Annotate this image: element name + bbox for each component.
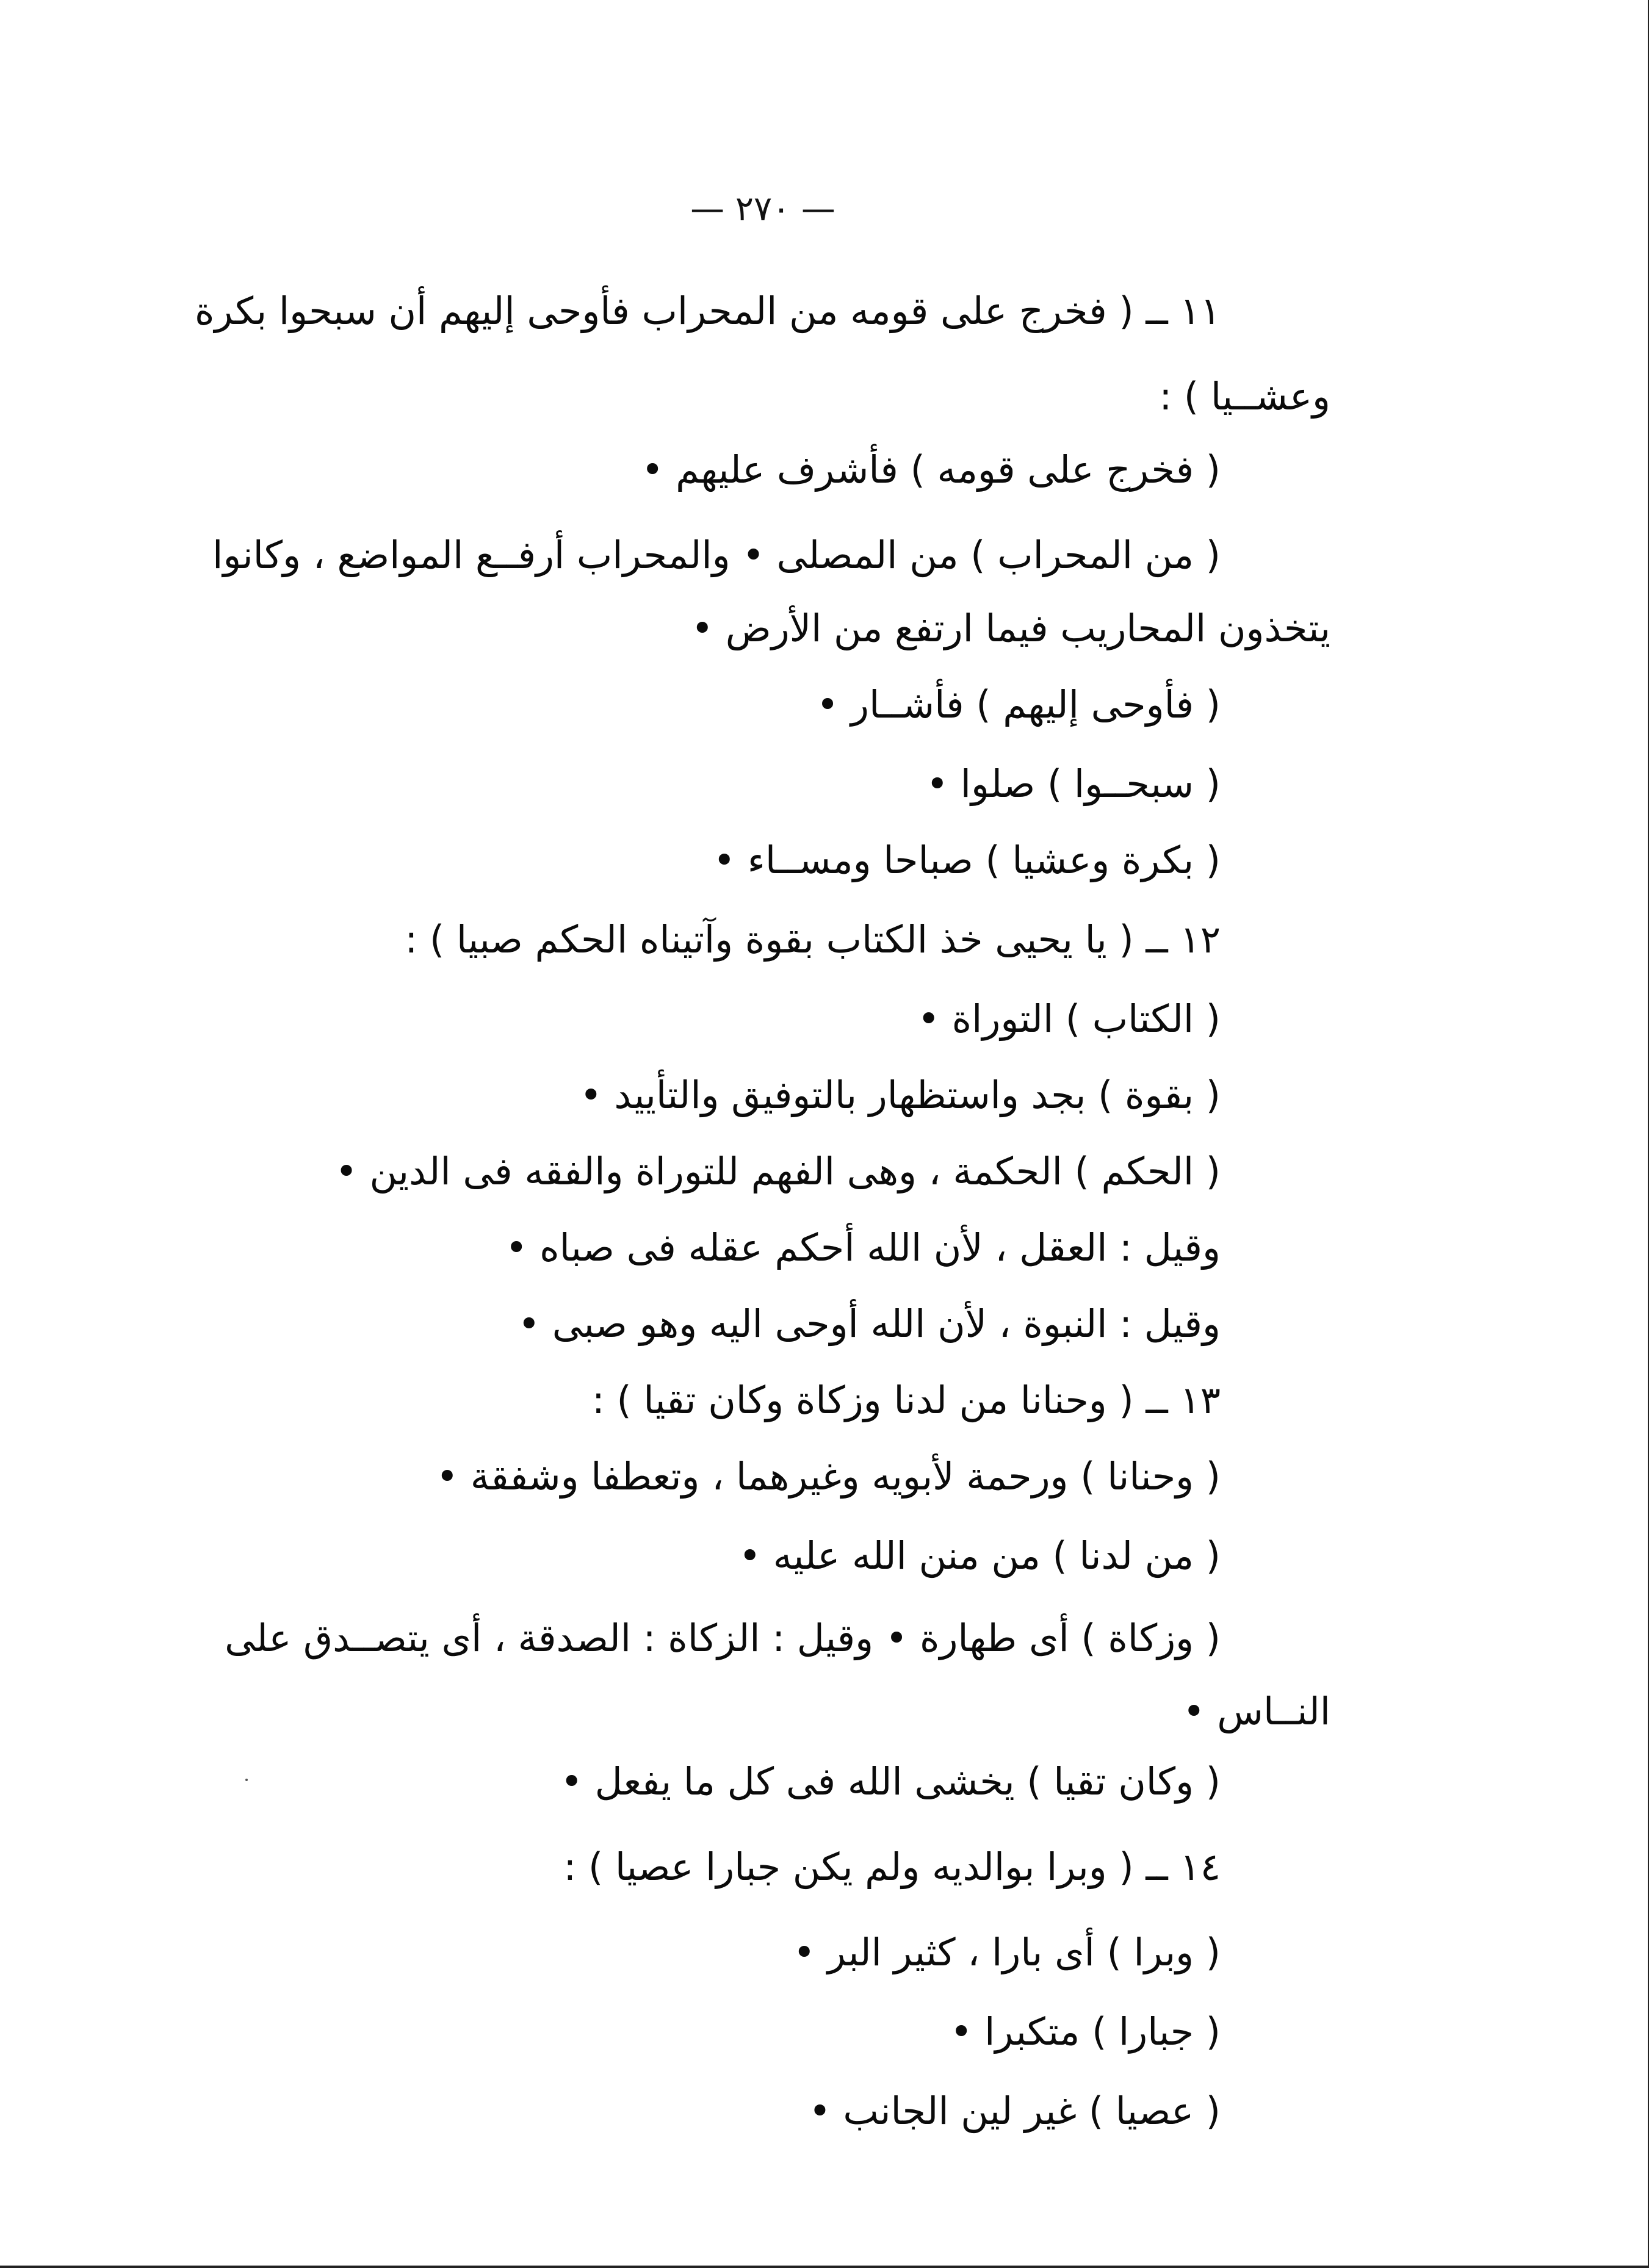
text-line: ١٢ ــ ( يا يحيى خذ الكتاب بقوة وآتيناه الحكم صبيا ) : xyxy=(405,917,1221,962)
text-line: ( فخرج على قومه ) فأشرف عليهم • xyxy=(641,447,1221,492)
text-line: ( سبحــوا ) صلوا • xyxy=(926,761,1221,806)
text-line: ( وبرا ) أى بارا ، كثير البر • xyxy=(793,1930,1221,1975)
text-line: ( بكرة وعشيا ) صباحا ومســاء • xyxy=(713,838,1221,882)
text-line: ( الحكم ) الحكمة ، وهى الفهم للتوراة والفقه فى الدين • xyxy=(335,1149,1221,1193)
text-line: وقيل : العقل ، لأن الله أحكم عقله فى صباه • xyxy=(505,1225,1221,1270)
text-line: ( بقوة ) بجد واستظهار بالتوفيق والتأييد • xyxy=(580,1073,1221,1117)
text-line: ( عصيا ) غير لين الجانب • xyxy=(809,2089,1221,2133)
text-line: ( الكتاب ) التوراة • xyxy=(917,996,1221,1041)
text-line: ( وحنانا ) ورحمة لأبويه وغيرهما ، وتعطفا وشفقة • xyxy=(436,1454,1221,1499)
scan-speck xyxy=(245,1779,248,1781)
text-line: يتخذون المحاريب فيما ارتفع من الأرض • xyxy=(691,606,1330,650)
text-line: ١٣ ــ ( وحنانا من لدنا وزكاة وكان تقيا ) : xyxy=(591,1378,1221,1422)
text-line: ( وزكاة ) أى طهارة • وقيل : الزكاة : الصدقة ، أى يتصــدق على xyxy=(225,1616,1221,1660)
text-line: وقيل : النبوة ، لأن الله أوحى اليه وهو صبى • xyxy=(518,1301,1221,1346)
page-number: — ٢٧٠ — xyxy=(690,189,835,229)
text-line: ( جبارا ) متكبرا • xyxy=(950,2009,1221,2054)
text-line: وعشــيا ) : xyxy=(1159,374,1330,419)
text-line: ١٤ ــ ( وبرا بوالديه ولم يكن جبارا عصيا ) : xyxy=(563,1845,1221,1889)
text-line: ١١ ــ ( فخرج على قومه من المحراب فأوحى إليهم أن سبحوا بكرة xyxy=(194,289,1221,333)
text-line: ( فأوحى إليهم ) فأشــار • xyxy=(816,682,1221,727)
text-line: ( من المحراب ) من المصلى • والمحراب أرفــع المواضع ، وكانوا xyxy=(212,533,1221,577)
text-line: ( من لدنا ) من منن الله عليه • xyxy=(738,1533,1221,1578)
text-line: ( وكان تقيا ) يخشى الله فى كل ما يفعل • xyxy=(560,1759,1221,1804)
text-line: النــاس • xyxy=(1182,1689,1330,1733)
